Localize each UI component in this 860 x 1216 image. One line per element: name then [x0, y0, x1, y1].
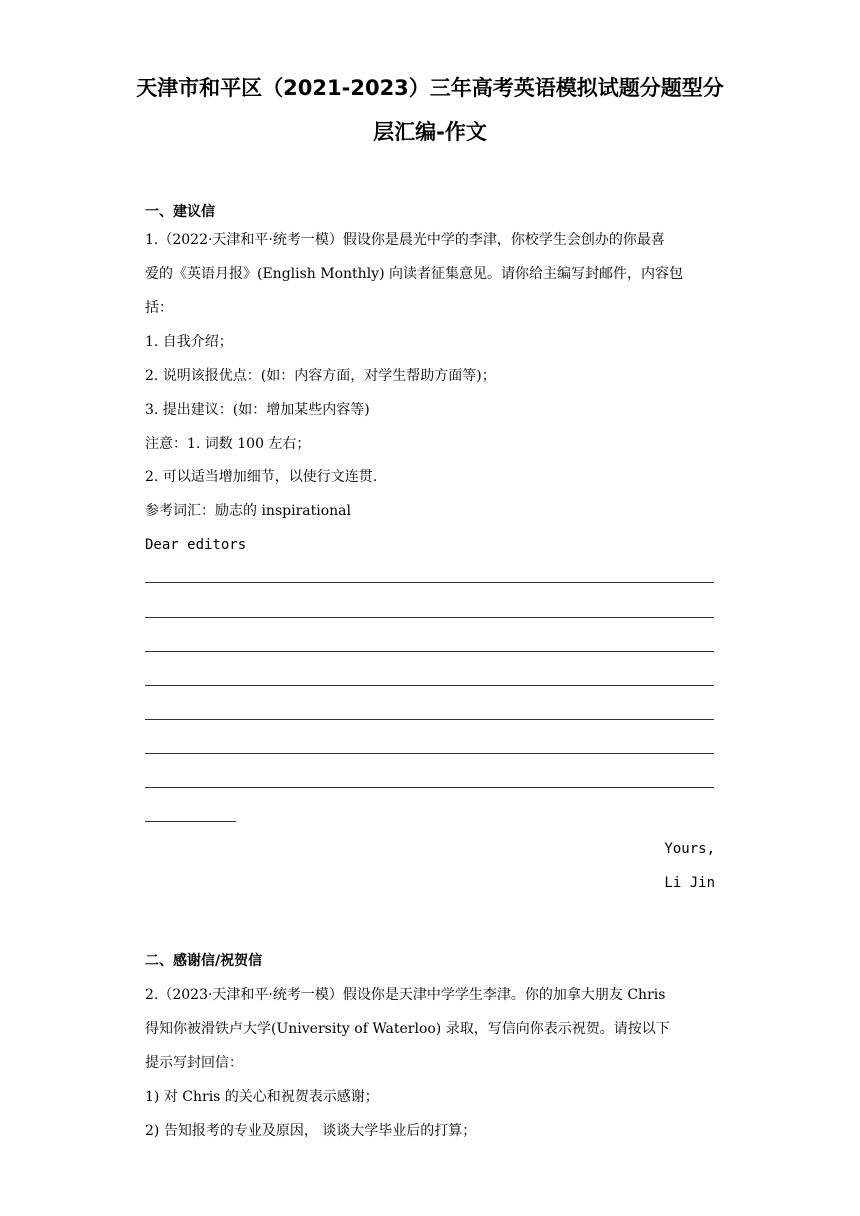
question-2-item-1: 1) 对 Chris 的关心和祝贺表示感谢；	[145, 1089, 379, 1105]
question-2-text-line-2: 得知你被滑铁卢大学(University of Waterloo) 录取，写信向你表示祝贺。请按以下	[145, 1021, 670, 1037]
question-2-text-line-1: 2.（2023·天津和平·统考一模）假设你是天津中学学生李津。你的加拿大朋友 Chris	[145, 987, 666, 1003]
question-1-note-2: 2. 可以适当增加细节，以使行文连贯.	[145, 469, 378, 485]
letter-closing: Yours,	[664, 841, 715, 857]
section-heading-thank-you-letter: 二、感谢信/祝贺信	[145, 953, 263, 969]
letter-salutation: Dear editors	[145, 537, 247, 553]
answer-line	[145, 753, 714, 754]
document-title-line-2: 层汇编-作文	[373, 120, 487, 144]
question-1-item-3: 3. 提出建议：(如：增加某些内容等)	[145, 402, 370, 418]
answer-line	[145, 617, 714, 618]
question-1-vocabulary: 参考词汇：励志的 inspirational	[145, 503, 351, 519]
letter-signature: Li Jin	[664, 875, 715, 891]
answer-line	[145, 787, 714, 788]
answer-line	[145, 651, 714, 652]
question-1-text-line-3: 括：	[145, 300, 173, 316]
answer-line	[145, 719, 714, 720]
answer-line-short	[145, 821, 236, 822]
answer-line	[145, 582, 714, 583]
answer-line	[145, 685, 714, 686]
question-1-note-1: 注意：1. 词数 100 左右；	[145, 436, 311, 452]
question-1-item-1: 1. 自我介绍；	[145, 334, 233, 350]
question-1-item-2: 2. 说明该报优点：(如：内容方面，对学生帮助方面等)；	[145, 368, 496, 384]
question-2-item-2: 2) 告知报考的专业及原因， 谈谈大学毕业后的打算；	[145, 1123, 477, 1139]
document-title-line-1: 天津市和平区（2021-2023）三年高考英语模拟试题分题型分	[136, 76, 724, 100]
question-1-text-line-1: 1.（2022·天津和平·统考一模）假设你是晨光中学的李津，你校学生会创办的你最喜	[145, 232, 665, 248]
question-1-text-line-2: 爱的《英语月报》(English Monthly) 向读者征集意见。请你给主编写封邮件，内容包	[145, 266, 683, 282]
section-heading-suggestion-letter: 一、建议信	[145, 204, 215, 220]
question-2-text-line-3: 提示写封回信：	[145, 1055, 243, 1071]
